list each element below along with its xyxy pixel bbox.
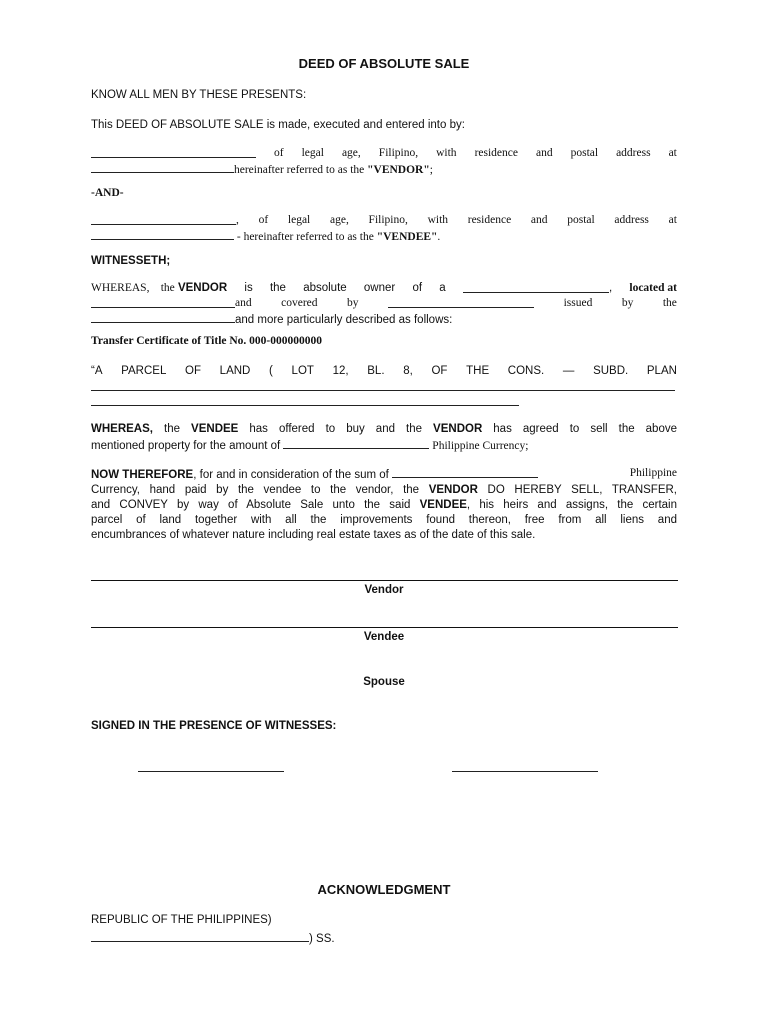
vendor-ref-end: ; [429,164,433,176]
located-at: located at [629,282,677,294]
vendor-word: address [616,147,651,159]
whereas-word: is [244,282,253,294]
vendor-word: age, [341,147,361,159]
whereas-word: of [412,282,423,294]
vendee-ref-end: . [437,231,441,243]
witness-1-signature-line[interactable] [138,771,284,772]
parcel-line [91,364,677,379]
line2-issued: issued [563,297,593,309]
now-therefore-text: DO HEREBY SELL, TRANSFER, [477,484,678,496]
parcel-word: SUBD. [593,365,629,377]
vendor-line-2 [91,161,677,178]
whereas-comma: , [608,282,613,294]
vendee-word: with [427,214,449,226]
vendee-word: of [258,214,269,226]
vendee-name-blank[interactable] [91,213,236,225]
line2-covered: covered [281,297,318,309]
whereas-word: absolute [303,282,347,294]
now-therefore-bold: NOW THEREFORE [91,469,194,481]
whereas-1-line-1 [91,281,677,296]
now-therefore-line-4: parcel of land together with all the improvements found thereon, free from all liens and [91,514,677,526]
city-blank[interactable] [91,930,309,942]
amount-blank[interactable] [283,437,429,449]
described-as-follows: and more particularly described as follows: [235,314,453,326]
vendor-word: with [436,147,457,159]
vendee-word: at [668,214,677,226]
whereas-2-vendor: VENDOR [433,423,483,435]
witness-2-signature-line[interactable] [452,771,598,772]
now-therefore-line-5: encumbrances of whatever nature including real estate taxes as of the date of this sale. [91,529,536,541]
whereas-2-line-1 [91,422,677,437]
parcel-description-blank-1[interactable] [91,379,675,391]
now-therefore-vendee: VENDEE [419,499,467,511]
now-therefore-text: , for and in consideration of the sum of [193,469,393,481]
vendor-label: Vendor [364,584,404,596]
whereas-1-line-2 [91,296,677,311]
tct-label: Transfer Certificate of Title No. 000-000000000 [91,335,323,347]
whereas-vendor-bold: VENDOR [177,282,228,294]
vendor-word: at [668,147,677,159]
vendee-ref-bold: "VENDEE" [376,231,438,243]
whereas-word: owner [363,282,396,294]
now-therefore-text: Currency, hand paid by the vendee to the vendor, the [91,484,429,496]
and-label: -AND- [91,187,124,199]
parcel-word: ( [269,365,273,377]
vendee-ref-text: - hereinafter referred to as the [234,231,377,243]
vendor-word: and [535,147,553,159]
vendee-word: , [236,214,239,226]
parcel-word: OF [431,365,448,377]
whereas-2-text: has agreed to sell the above [482,423,677,435]
parcel-word: 8, [403,365,413,377]
vendor-line-1 [91,146,677,161]
philippine-word: Philippine [629,467,677,479]
intro-line: KNOW ALL MEN BY THESE PRESENTS: [91,89,307,101]
property-type-blank[interactable] [463,281,609,293]
parcel-word: PARCEL [121,365,167,377]
whereas-2-line-2 [91,437,677,454]
line2-and: and [235,297,252,309]
now-therefore-block [91,466,677,543]
location-blank[interactable] [91,296,235,308]
now-therefore-line-2 [91,483,677,498]
parcel-word: — [562,365,575,377]
spouse-label: Spouse [363,676,405,688]
line2-by: by [347,297,359,309]
vendee-word: legal [287,214,311,226]
line2-by2: by [621,297,634,309]
parcel-description-blank-2[interactable] [91,394,519,406]
whereas-2-amount-text: mentioned property for the amount of [91,440,284,452]
parcel-word: 12, [332,365,349,377]
covered-by-blank[interactable] [388,296,534,308]
vendor-party-block [91,146,677,178]
parcel-word: OF [185,365,201,377]
parcel-word: BL. [367,365,385,377]
document-title: DEED OF ABSOLUTE SALE [298,56,470,71]
vendee-word: address [614,214,649,226]
parcel-word: THE [466,365,490,377]
vendor-word: legal [301,147,324,159]
parcel-word: CONS. [507,365,545,377]
whereas-word: the [269,282,286,294]
vendor-word: residence [474,147,518,159]
whereas-word: a [439,282,446,294]
vendor-name-blank[interactable] [91,146,256,158]
now-therefore-line-3 [91,498,677,513]
vendor-word: Filipino, [378,147,419,159]
vendee-address-blank[interactable] [91,228,234,240]
philippine-currency: Philippine Currency; [429,440,529,452]
ss-line [91,930,677,947]
issuer-blank[interactable] [91,311,235,323]
made-line: This DEED OF ABSOLUTE SALE is made, executed and entered into by: [91,119,465,131]
line2-the: the [662,297,677,309]
republic-line: REPUBLIC OF THE PHILIPPINES) [91,914,272,926]
vendee-party-block [91,213,677,245]
vendor-ref-text: hereinafter referred to as the [234,164,368,176]
vendor-signature-line[interactable] [91,580,678,581]
vendor-word: postal [570,147,599,159]
vendee-line-1 [91,213,677,228]
vendor-address-blank[interactable] [91,161,234,173]
vendee-label: Vendee [363,631,405,643]
vendor-ref-bold: "VENDOR" [367,164,430,176]
now-therefore-text: , his heirs and assigns, the certain [466,499,677,511]
whereas-word: WHEREAS, [91,282,150,294]
now-therefore-vendor: VENDOR [428,484,478,496]
vendee-word: residence [467,214,512,226]
vendee-line-2 [91,228,677,245]
whereas-2-word: WHEREAS, [91,423,153,435]
parcel-word: “A [91,365,103,377]
witnesses-label: SIGNED IN THE PRESENCE OF WITNESSES: [91,720,337,732]
acknowledgment-title: ACKNOWLEDGMENT [317,882,451,897]
whereas-the: the [160,282,175,294]
vendee-word: postal [567,214,595,226]
now-therefore-line-1 [91,466,677,483]
whereas-2-vendee: VENDEE [191,423,239,435]
parcel-word: LAND [219,365,251,377]
vendee-word: Filipino, [368,214,408,226]
witnesseth-heading: WITNESSETH; [91,255,171,267]
vendee-signature-line[interactable] [91,627,678,628]
parcel-block [91,364,677,409]
vendee-word: age, [329,214,349,226]
whereas-2-text: the [152,423,192,435]
whereas-2-text: has offered to buy and the [238,423,434,435]
parcel-word: LOT [291,365,314,377]
whereas-2-block [91,422,677,454]
parcel-word: PLAN [646,365,677,377]
now-therefore-text: and CONVEY by way of Absolute Sale unto the said [91,499,420,511]
ss-label: ) SS. [309,933,335,945]
vendor-word: of [274,147,284,159]
whereas-1-block [91,281,677,328]
sum-blank[interactable] [392,466,538,478]
whereas-1-line-3 [91,311,677,328]
vendee-word: and [530,214,548,226]
